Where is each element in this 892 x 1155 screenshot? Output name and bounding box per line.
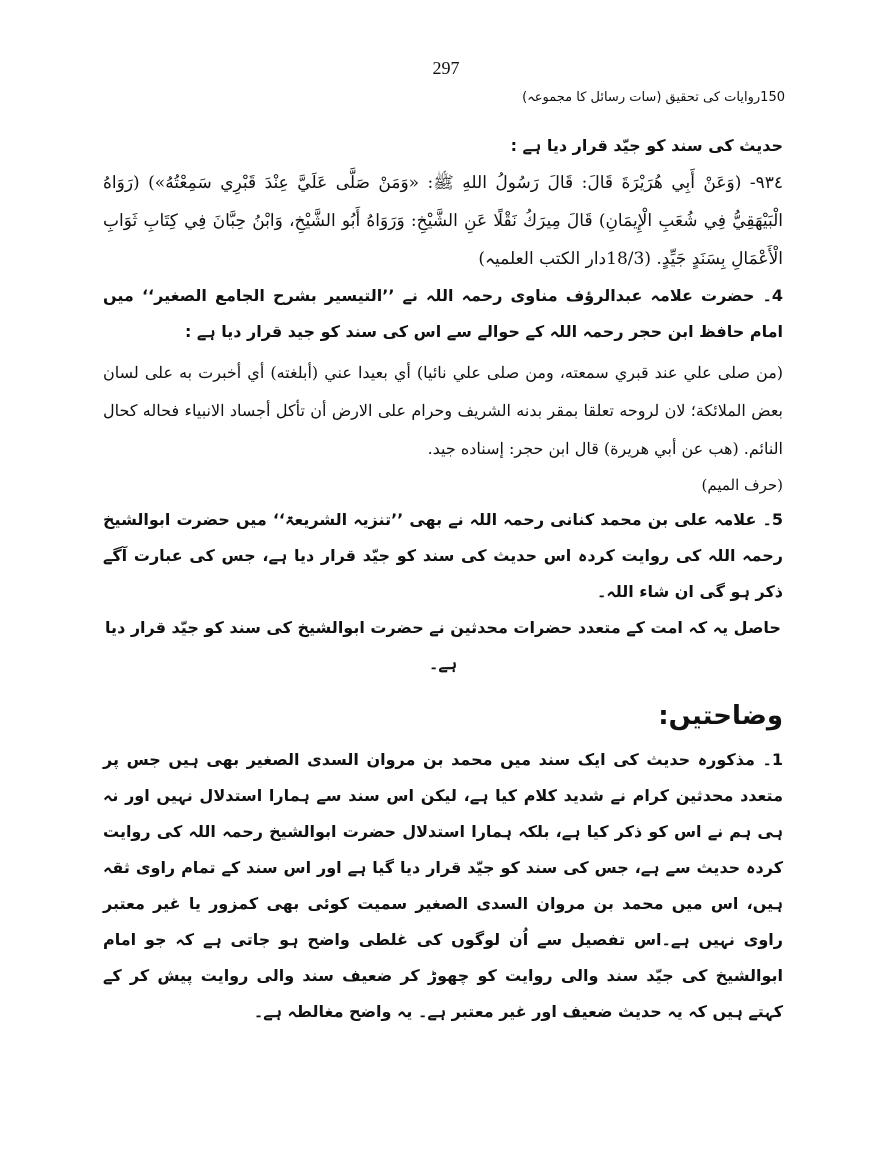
point-5: 5۔ علامہ علی بن محمد کنانی رحمہ اللہ نے بھی ’’تنزیہ الشریعۃ‘‘ میں حضرت ابوالشیخ رحمہ اللہ کی روایت کردہ اس حدیث کی سند کو جیّد قرار دیا ہے، جس کی عبارت آگے ذکر ہو گی ان شاء اللہ۔ <box>103 510 783 601</box>
running-header: 150روایات کی تحقیق (سات رسائل کا مجموعہ) <box>522 90 785 105</box>
explanation-1: 1۔ مذکورہ حدیث کی ایک سند میں محمد بن مروان السدی الصغیر بھی ہیں جس پر متعدد محدثین کرام نے شدید کلام کیا ہے، لیکن اس سند سے ہمارا استدلال نہیں اور نہ ہی ہم نے اس کو ذکر کیا ہے، بلکہ ہمارا استدلال حضرت ابوالشیخ رحمہ اللہ کی روایت کردہ حدیث سے ہے، جس کی سند کو جیّد قرار دیا گیا ہے اور اس سند کے تمام راوی ثقہ ہیں، اس میں محمد بن مروان السدی الصغیر سمیت کوئی بھی کمزور یا غیر معتبر راوی نہیں ہے۔اس تفصیل سے اُن لوگوں کی غلطی واضح ہو جاتی ہے کہ جو امام ابوالشیخ کی جیّد سند والی روایت کو چھوڑ کر ضعیف سند والی روایت پیش کر کے کہتے ہیں کہ یہ حدیث ضعیف اور غیر معتبر ہے۔ یہ واضح مغالطہ ہے۔ <box>103 750 783 1021</box>
intro-line: حدیث کی سند کو جیّد قرار دیا ہے : <box>510 136 783 155</box>
point-4: 4۔ حضرت علامہ عبدالرؤف مناوی رحمہ اللہ نے ’’التیسیر بشرح الجامع الصغیر‘‘ میں امام حافظ ابن حجر رحمہ اللہ کے حوالے سے اس کی سند کو جید قرار دیا ہے : <box>103 286 783 341</box>
arabic-quote: (من صلى علي عند قبري سمعته، ومن صلى علي نائيا) أي بعيدا عني (أبلغته) أي أخبرت به على لسان بعض الملائكة؛ لان لروحه تعلقا بمقر بدنه الشريف وحرام على الارض أن تأكل أجساد الانبياء فحاله كحال النائم. (هب عن أبي هريرة) قال ابن حجر: إسناده جيد. <box>103 363 783 458</box>
page-body <box>103 128 783 1030</box>
page-number: 297 <box>432 58 460 78</box>
arabic-source: (حرف الميم) <box>701 476 783 494</box>
section-heading: وضاحتیں: <box>658 701 783 731</box>
hadith-text: ٩٣٤- (وَعَنْ أَبِي هُرَيْرَةَ قَالَ: قَالَ رَسُولُ اللهِ ﷺ: «وَمَنْ صَلَّى عَلَيَّ عِنْدَ قَبْرِي سَمِعْتُهُ») (رَوَاهُ الْبَيْهَقِيُّ فِي شُعَبِ الْإِيمَانِ) قَالَ مِيرَكُ نَقْلًا عَنِ الشَّيْخِ: وَرَوَاهُ أَبُو الشَّيْخِ، وَابْنُ حِبَّانَ فِي كِتَابِ ثَوَابِ الْأَعْمَالِ بِسَنَدٍ جَيِّدٍ. (18/3دار الکتب العلمیہ) <box>103 173 783 269</box>
summary-line: حاصل یہ کہ امت کے متعدد حضرات محدثین نے حضرت ابوالشیخ کی سند کو جیّد قرار دیا ہے۔ <box>105 618 781 673</box>
